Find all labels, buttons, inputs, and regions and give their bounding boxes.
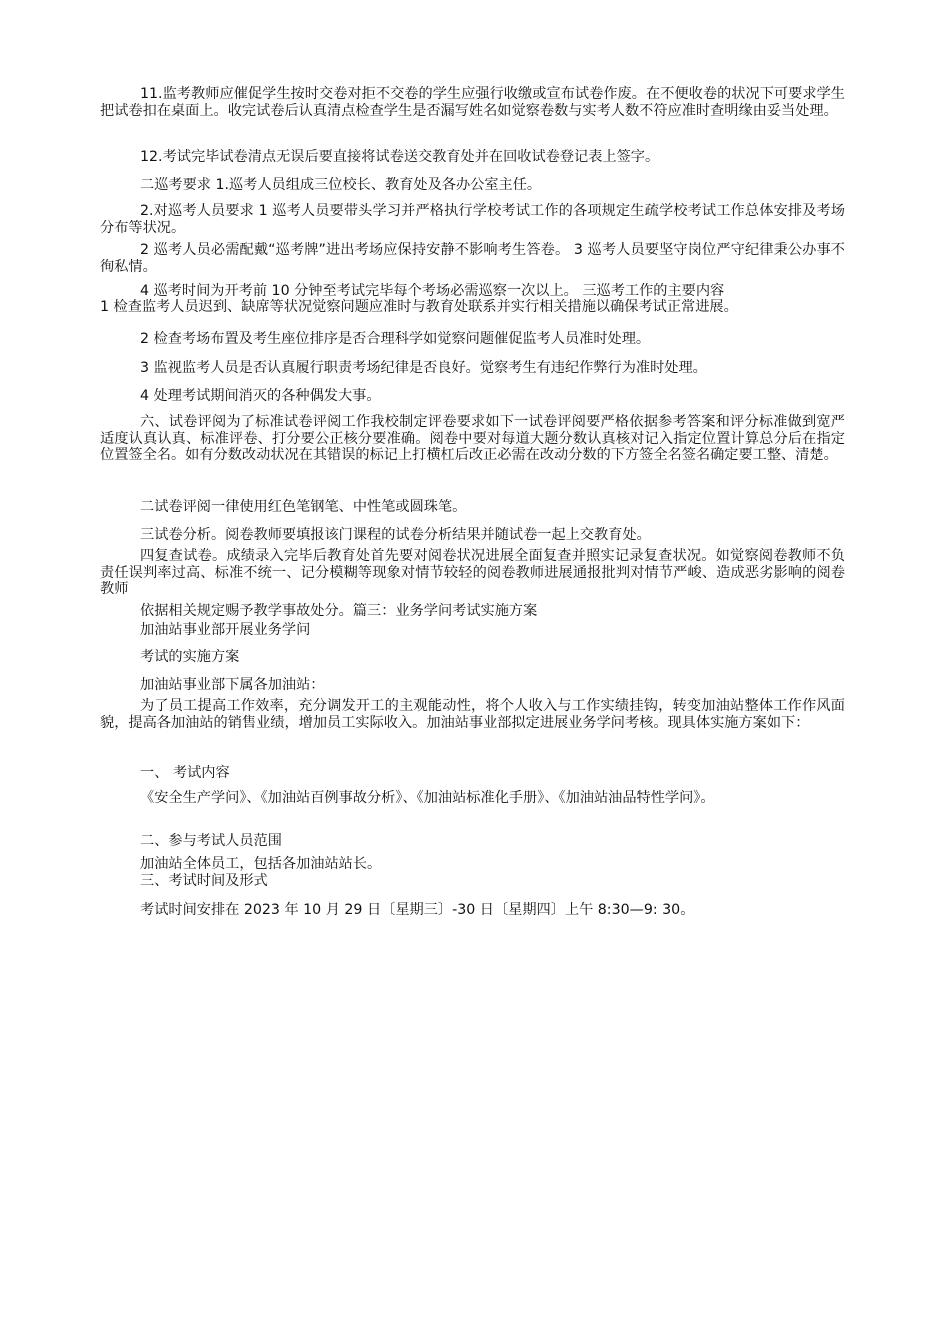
heading-participants: 二、参与考试人员范围 — [140, 833, 282, 849]
paragraph-patrol-time: 4 巡考时间为开考前 10 分钟至考试完毕每个考场必需巡察一次以上。 三巡考工作的主要内容 — [140, 283, 725, 299]
paragraph-patrol-badge: 2 巡考人员必需配戴“巡考牌”进出考场应保持安静不影响考生答卷。 3 巡考人员要坚守岗位严守纪律秉公办事不徇私情。 — [100, 242, 845, 275]
paragraph-review-papers: 四复查试卷。成绩录入完毕后教育处首先要对阅卷状况进展全面复查并照实记录复查状况。如觉察阅卷教师不负责任误判率过高、标准不统一、记分模糊等现象对情节较轻的阅卷教师进展通报批判对情节严峻、造成恶劣影响的阅卷教师 — [100, 548, 845, 597]
paragraph-handle-incidents: 4 处理考试期间消灭的各种偶发大事。 — [140, 388, 381, 404]
heading-exam-content: 一、 考试内容 — [140, 765, 230, 781]
paragraph-check-layout: 2 检查考场布置及考生座位排序是否合理科学如觉察问题催促监考人员准时处理。 — [140, 331, 651, 347]
paragraph-red-pen: 二试卷评阅一律使用红色笔钢笔、中性笔或圆珠笔。 — [140, 499, 467, 515]
paragraph-patrol-requirements: 二巡考要求 1.巡考人员组成三位校长、教育处及各办公室主任。 — [140, 177, 542, 193]
paragraph-grading: 六、试卷评阅为了标准试卷评阅工作我校制定评卷要求如下一试卷评阅要严格依据参考答案和评分标准做到宽严适度认真认真、标准评卷、打分要公正核分要准确。阅卷中要对每道大题分数认真核对记入指定位置计算总分后在指定位置签全名。如有分数改动状况在其错误的标记上打横杠后改正必需在改动分数的下方签全名签名确定要工整、清楚。 — [100, 414, 845, 463]
paragraph-title-line1: 加油站事业部开展业务学问 — [140, 622, 311, 638]
paragraph-exam-materials: 《安全生产学问》、《加油站百例事故分析》、《加油站标准化手册》、《加油站油品特性学问》。 — [140, 790, 715, 806]
paragraph-monitor-invigilators: 3 监视监考人员是否认真履行职责考场纪律是否良好。觉察考生有违纪作弊行为准时处理。 — [140, 360, 707, 376]
paragraph-addressee: 加油站事业部下属各加油站： — [140, 677, 325, 693]
paragraph-title-line2: 考试的实施方案 — [140, 649, 240, 665]
paragraph-participants: 加油站全体员工，包括各加油站站长。 — [140, 856, 382, 872]
paragraph-exam-end: 12.考试完毕试卷清点无误后要直接将试卷送交教育处并在回收试卷登记表上签字。 — [140, 149, 660, 165]
paragraph-exam-time: 考试时间安排在 2023 年 10 月 29 日〔星期三〕-30 日〔星期四〕上午 8:30—9: 30。 — [140, 902, 695, 918]
paragraph-check-lateness: 1 检查监考人员迟到、缺席等状况觉察问题应准时与教育处联系并实行相关措施以确保考试正常进展。 — [100, 299, 738, 315]
heading-exam-time: 三、考试时间及形式 — [140, 873, 268, 889]
paragraph-purpose: 为了员工提高工作效率，充分调发开工的主观能动性，将个人收入与工作实绩挂钩，转变加油站整体工作作风面貌，提高各加油站的销售业绩，增加员工实际收入。加油站事业部拟定进展业务学问考核。现具体实施方案如下： — [100, 698, 845, 731]
paragraph-patrol-staff-requirements: 2.对巡考人员要求 1 巡考人员要带头学习并严格执行学校考试工作的各项规定生疏学校考试工作总体安排及考场分布等状况。 — [100, 203, 845, 236]
paragraph-paper-analysis: 三试卷分析。阅卷教师要填报该门课程的试卷分析结果并随试卷一起上交教育处。 — [140, 527, 651, 543]
paragraph-penalty-section3: 依据相关规定赐予教学事故处分。篇三：业务学问考试实施方案 — [140, 603, 538, 619]
paragraph-invigilator-collect: 11.监考教师应催促学生按时交卷对拒不交卷的学生应强行收缴或宣布试卷作废。在不便收卷的状况下可要求学生把试卷扣在桌面上。收完试卷后认真清点检查学生是否漏写姓名如觉察卷数与实考人数不符应准时查明缘由妥当处理。 — [100, 86, 845, 119]
